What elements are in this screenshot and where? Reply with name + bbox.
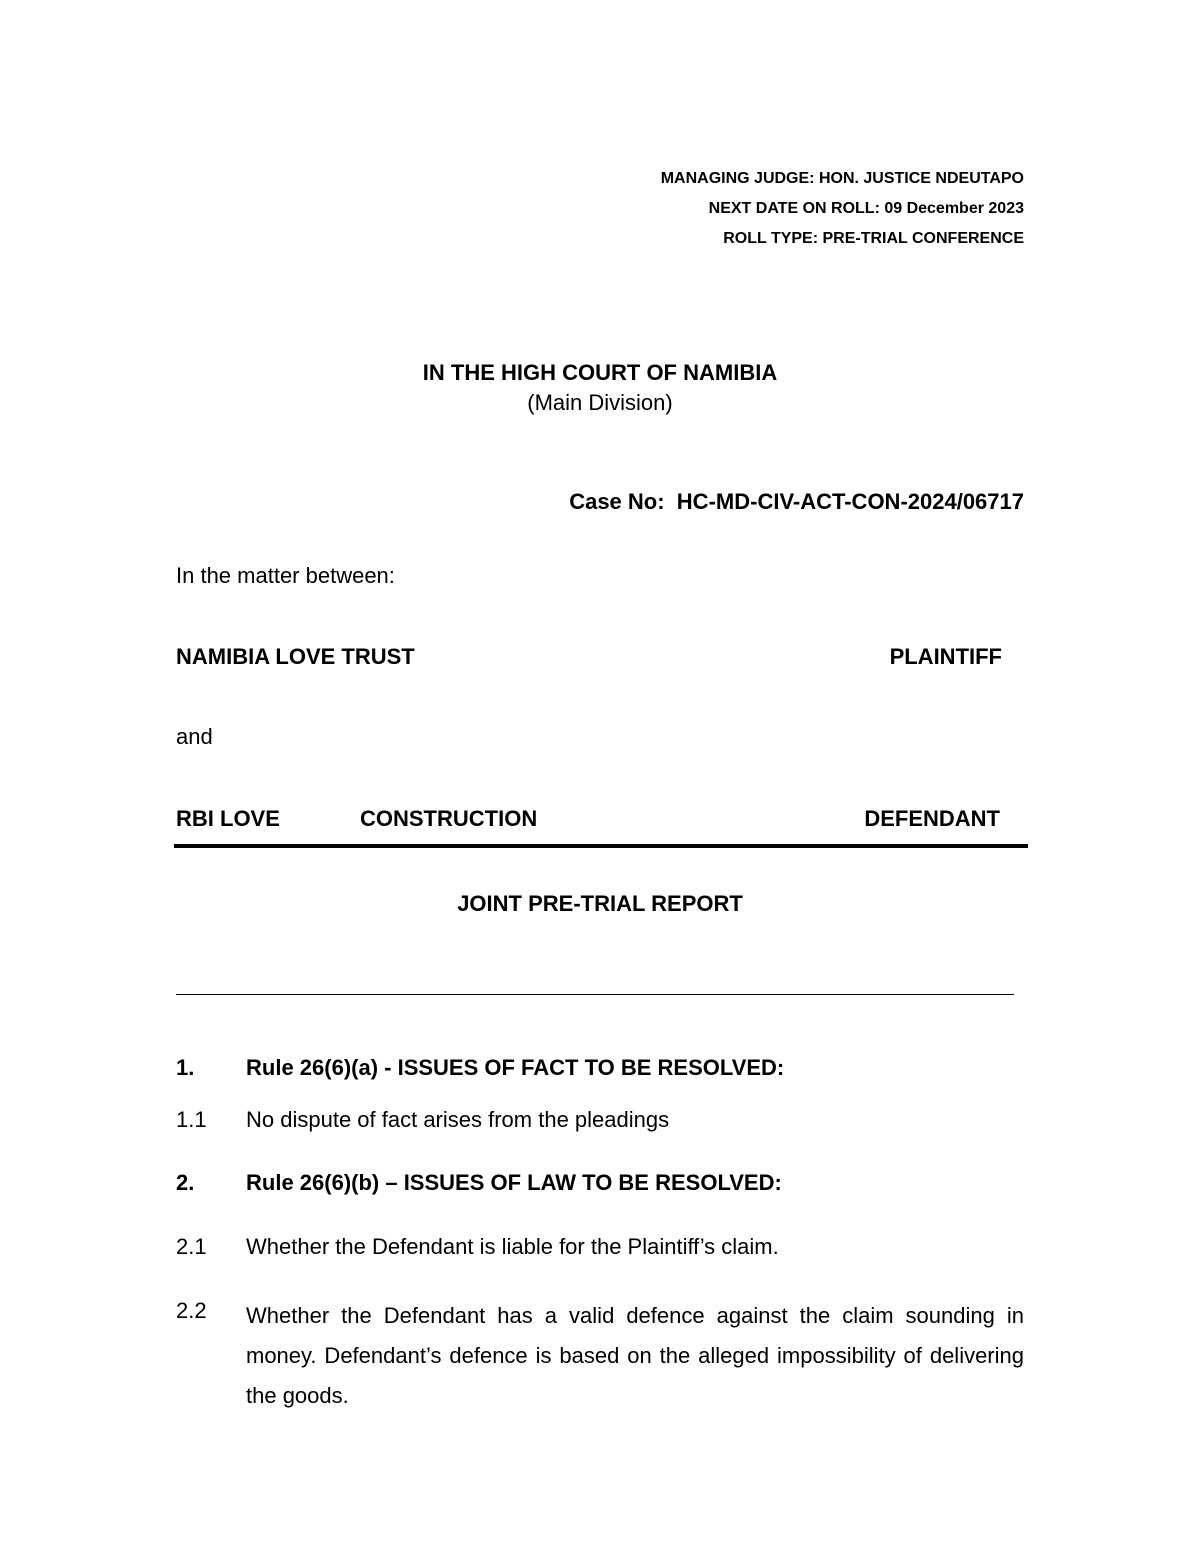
title-underline-rule [176, 994, 1014, 995]
section-2-heading: Rule 26(6)(b) – ISSUES OF LAW TO BE RESOLVED: [246, 1170, 782, 1195]
parties-conjunction: and [176, 724, 213, 749]
item-2-1-number: 2.1 [176, 1234, 207, 1259]
defendant-name-part1: RBI LOVE [176, 806, 280, 831]
court-title: IN THE HIGH COURT OF NAMIBIA [422, 360, 778, 385]
section-1-number: 1. [176, 1055, 195, 1080]
case-number [569, 489, 1024, 515]
defendant-name-part2: CONSTRUCTION [360, 806, 538, 831]
plaintiff-name: NAMIBIA LOVE TRUST [176, 644, 415, 669]
case-number-label: Case No: [569, 489, 665, 514]
section-2-number: 2. [176, 1170, 195, 1195]
matter-intro: In the matter between: [176, 563, 395, 588]
roll-type-line: ROLL TYPE: PRE-TRIAL CONFERENCE [723, 230, 1024, 247]
item-2-1-text: Whether the Defendant is liable for the Plaintiff’s claim. [246, 1234, 779, 1259]
item-2-2-text: Whether the Defendant has a valid defence against the claim sounding in money. Defendant’s defence is based on the alleged impossibility of delivering the goods. [246, 1303, 1024, 1408]
case-number-value: HC-MD-CIV-ACT-CON-2024/06717 [676, 489, 1024, 514]
report-title: JOINT PRE-TRIAL REPORT [457, 891, 743, 916]
item-1-1-number: 1.1 [176, 1107, 207, 1132]
plaintiff-role: PLAINTIFF [889, 644, 1002, 669]
defendant-role: DEFENDANT [864, 806, 1000, 831]
section-1-heading: Rule 26(6)(a) - ISSUES OF FACT TO BE RESOLVED: [246, 1055, 785, 1080]
parties-divider [174, 844, 1028, 848]
item-2-2-number: 2.2 [176, 1298, 207, 1323]
managing-judge-line: MANAGING JUDGE: HON. JUSTICE NDEUTAPO [660, 170, 1024, 187]
item-1-1-text: No dispute of fact arises from the pleadings [246, 1107, 670, 1132]
court-division: (Main Division) [527, 390, 673, 415]
next-date-line: NEXT DATE ON ROLL: 09 December 2023 [708, 200, 1024, 217]
